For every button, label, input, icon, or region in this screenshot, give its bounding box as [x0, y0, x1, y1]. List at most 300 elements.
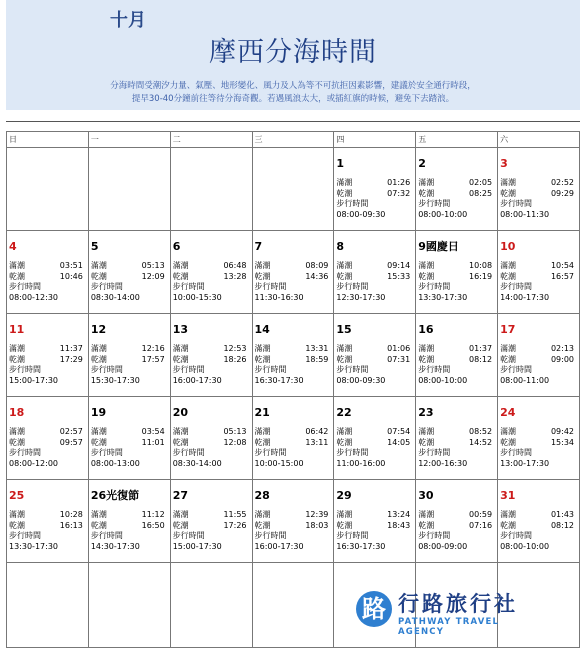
low-tide-time: 18:43 — [387, 520, 411, 530]
high-tide-time: 08:52 — [469, 427, 493, 436]
low-tide-time: 18:03 — [305, 520, 329, 530]
high-tide-label: 滿潮 — [418, 510, 435, 519]
empty-day-cell — [88, 563, 170, 648]
low-tide-time: 14:36 — [305, 271, 329, 281]
walk-time: 14:00-17:30 — [500, 292, 550, 302]
low-tide-time: 07:16 — [469, 520, 493, 530]
empty-day-cell — [7, 148, 89, 231]
day-number: 24 — [500, 406, 516, 419]
agency-name: 行路旅行社 — [398, 592, 518, 616]
high-tide-label: 滿潮 — [418, 427, 435, 436]
day-number: 10 — [500, 240, 516, 253]
day-cell-content — [336, 490, 412, 552]
high-tide-time: 02:52 — [550, 178, 574, 187]
high-tide-row — [418, 261, 494, 272]
low-tide-time: 12:09 — [141, 271, 165, 281]
agency-logo — [356, 591, 536, 637]
day-cell — [170, 314, 252, 397]
high-tide-row — [500, 261, 576, 272]
high-tide-label: 滿潮 — [172, 510, 189, 519]
walk-label: 步行時間 — [336, 282, 369, 291]
walk-label: 步行時間 — [9, 365, 41, 374]
day-cell-content — [173, 407, 249, 469]
calendar-week-row — [7, 148, 580, 231]
high-tide-label: 滿潮 — [418, 178, 435, 187]
low-tide-label: 乾潮 — [254, 520, 271, 530]
low-tide-label: 乾潮 — [90, 520, 107, 530]
high-tide-time: 03:54 — [141, 427, 165, 436]
high-tide-time: 09:14 — [387, 261, 411, 270]
walk-label: 步行時間 — [500, 282, 533, 291]
day-cell-content — [173, 324, 249, 386]
high-tide-row — [418, 344, 494, 355]
empty-day-cell — [252, 563, 334, 648]
walk-label: 步行時間 — [500, 531, 533, 540]
day-cell-content — [500, 490, 576, 552]
high-tide-label: 滿潮 — [336, 427, 353, 436]
low-tide-time: 17:26 — [223, 520, 247, 530]
high-tide-label: 滿潮 — [336, 510, 353, 519]
high-tide-label: 滿潮 — [90, 344, 107, 353]
high-tide-label: 滿潮 — [9, 344, 25, 353]
walk-time: 12:00-16:30 — [418, 458, 468, 468]
day-number: 13 — [172, 323, 188, 336]
high-tide-label: 滿潮 — [418, 261, 435, 270]
walk-label: 步行時間 — [172, 282, 205, 291]
high-tide-label: 滿潮 — [500, 261, 517, 270]
description-line-2: 提早30-40分鐘前往等待分海奇觀。若遇風浪太大，或插紅旗的時候，避免下去踏浪。 — [131, 94, 455, 104]
low-tide-row — [418, 521, 494, 532]
high-tide-label: 滿潮 — [336, 261, 353, 270]
low-tide-label: 乾潮 — [254, 437, 271, 447]
high-tide-row — [418, 510, 494, 521]
low-tide-label: 乾潮 — [418, 271, 435, 281]
high-tide-row — [91, 344, 167, 355]
low-tide-time: 07:31 — [387, 354, 411, 364]
low-tide-row — [9, 272, 85, 283]
day-number: 25 — [9, 489, 25, 502]
walk-label: 步行時間 — [172, 448, 205, 457]
walk-label: 步行時間 — [90, 531, 123, 540]
day-cell-content — [418, 241, 494, 303]
low-tide-time: 12:08 — [223, 437, 247, 447]
high-tide-row — [418, 178, 494, 189]
high-tide-label: 滿潮 — [90, 261, 107, 270]
month-label: 十月 — [110, 10, 146, 31]
walk-time: 08:00-13:00 — [90, 458, 140, 468]
high-tide-time: 13:24 — [387, 510, 411, 519]
low-tide-label: 乾潮 — [90, 437, 107, 447]
low-tide-label: 乾潮 — [9, 520, 25, 530]
high-tide-row — [9, 510, 85, 521]
calendar-week-row — [7, 231, 580, 314]
high-tide-row — [91, 510, 167, 521]
walk-label: 步行時間 — [418, 282, 451, 291]
day-cell-content — [500, 241, 576, 303]
high-tide-label: 滿潮 — [336, 344, 353, 353]
day-cell-content — [9, 241, 85, 303]
low-tide-time: 18:59 — [305, 354, 329, 364]
low-tide-row — [336, 438, 412, 449]
calendar-grid — [6, 131, 580, 648]
walk-time: 16:00-17:30 — [172, 375, 222, 385]
day-number: 2 — [418, 157, 426, 170]
day-cell — [334, 314, 416, 397]
day-cell — [416, 314, 498, 397]
day-number: 1 — [336, 157, 345, 170]
day-number: 26光復節 — [90, 489, 140, 502]
low-tide-label: 乾潮 — [9, 354, 25, 364]
high-tide-time: 11:37 — [59, 344, 83, 353]
high-tide-row — [9, 261, 85, 272]
low-tide-time: 17:29 — [59, 354, 83, 364]
agency-subtitle: PATHWAY TRAVEL AGENCY — [398, 617, 500, 637]
day-cell-content — [500, 407, 576, 469]
walk-label: 步行時間 — [500, 448, 533, 457]
walk-time: 14:30-17:30 — [90, 541, 140, 551]
high-tide-row — [255, 344, 331, 355]
high-tide-time: 12:16 — [141, 344, 165, 353]
day-number: 8 — [336, 240, 345, 253]
day-cell — [498, 148, 580, 231]
day-cell-content — [418, 324, 494, 386]
day-cell — [334, 231, 416, 314]
high-tide-label: 滿潮 — [500, 427, 517, 436]
day-cell — [170, 480, 252, 563]
low-tide-label: 乾潮 — [90, 354, 107, 364]
day-cell-content — [255, 490, 331, 552]
high-tide-label: 滿潮 — [172, 261, 189, 270]
walk-time: 08:00-11:30 — [500, 209, 550, 219]
day-number: 7 — [254, 240, 263, 253]
walk-label: 步行時間 — [418, 199, 451, 208]
day-number: 5 — [90, 240, 99, 253]
day-cell — [252, 231, 334, 314]
low-tide-row — [91, 272, 167, 283]
high-tide-time: 00:59 — [469, 510, 493, 519]
low-tide-label: 乾潮 — [500, 520, 517, 530]
empty-day-cell — [170, 148, 252, 231]
low-tide-label: 乾潮 — [418, 354, 435, 364]
high-tide-time: 06:48 — [223, 261, 247, 270]
day-cell-content — [91, 241, 167, 303]
low-tide-time: 16:50 — [141, 520, 165, 530]
walk-time: 08:30-14:00 — [172, 458, 222, 468]
calendar-body — [7, 148, 580, 648]
day-number: 28 — [254, 489, 270, 502]
high-tide-label: 滿潮 — [500, 178, 517, 187]
low-tide-label: 乾潮 — [9, 437, 25, 447]
high-tide-label: 滿潮 — [418, 344, 435, 353]
low-tide-time: 15:33 — [387, 271, 411, 281]
low-tide-label: 乾潮 — [500, 188, 517, 198]
day-cell — [252, 314, 334, 397]
low-tide-row — [336, 521, 412, 532]
high-tide-row — [255, 427, 331, 438]
low-tide-label: 乾潮 — [336, 271, 353, 281]
low-tide-row — [500, 272, 576, 283]
walk-time: 11:00-16:00 — [336, 458, 386, 468]
day-cell-content — [500, 158, 576, 220]
walk-time: 16:30-17:30 — [336, 541, 386, 551]
low-tide-row — [418, 189, 494, 200]
low-tide-row — [91, 521, 167, 532]
low-tide-label: 乾潮 — [172, 520, 189, 530]
day-cell-content — [91, 324, 167, 386]
day-cell — [88, 397, 170, 480]
day-cell-content — [336, 158, 412, 220]
walk-time: 10:00-15:00 — [254, 458, 304, 468]
high-tide-label: 滿潮 — [9, 510, 25, 519]
day-number: 27 — [172, 489, 188, 502]
road-logo-icon: 路 — [356, 591, 392, 627]
day-number: 17 — [500, 323, 516, 336]
high-tide-time: 10:28 — [59, 510, 83, 519]
walk-label: 步行時間 — [90, 282, 123, 291]
low-tide-time: 18:26 — [223, 354, 247, 364]
walk-label: 步行時間 — [336, 448, 369, 457]
walk-time: 13:00-17:30 — [500, 458, 550, 468]
day-number: 19 — [90, 406, 107, 419]
weekday-mon: 一 — [88, 132, 170, 148]
walk-time: 11:30-16:30 — [254, 292, 304, 302]
low-tide-label: 乾潮 — [336, 520, 353, 530]
high-tide-label: 滿潮 — [90, 427, 107, 436]
day-cell — [498, 314, 580, 397]
walk-label: 步行時間 — [336, 365, 369, 374]
high-tide-label: 滿潮 — [9, 427, 25, 436]
high-tide-time: 01:06 — [387, 344, 411, 353]
low-tide-row — [9, 438, 85, 449]
low-tide-label: 乾潮 — [418, 520, 435, 530]
low-tide-label: 乾潮 — [90, 271, 107, 281]
walk-time: 08:00-09:00 — [418, 541, 468, 551]
low-tide-label: 乾潮 — [172, 271, 189, 281]
description-line-1: 分海時間受潮汐力量、氣壓、地形變化、風力及人為等不可抗拒因素影響，建議於安全通行時段， — [110, 81, 476, 91]
weekday-sat: 六 — [498, 132, 580, 148]
high-tide-row — [173, 261, 249, 272]
walk-label: 步行時間 — [500, 365, 533, 374]
low-tide-time: 11:01 — [141, 437, 165, 447]
low-tide-label: 乾潮 — [336, 188, 353, 198]
walk-time: 15:00-17:30 — [9, 375, 58, 385]
walk-time: 16:30-17:30 — [254, 375, 304, 385]
day-cell — [416, 480, 498, 563]
high-tide-row — [418, 427, 494, 438]
high-tide-time: 01:37 — [469, 344, 493, 353]
high-tide-time: 11:12 — [141, 510, 165, 519]
low-tide-row — [500, 438, 576, 449]
low-tide-label: 乾潮 — [254, 271, 271, 281]
day-number: 16 — [418, 323, 434, 336]
high-tide-time: 13:31 — [305, 344, 329, 353]
high-tide-row — [173, 427, 249, 438]
empty-day-cell — [252, 148, 334, 231]
high-tide-time: 02:57 — [59, 427, 83, 436]
walk-label: 步行時間 — [254, 448, 287, 457]
divider — [6, 121, 580, 122]
day-cell — [252, 480, 334, 563]
walk-time: 12:30-17:30 — [336, 292, 386, 302]
low-tide-label: 乾潮 — [9, 271, 25, 281]
low-tide-time: 13:28 — [223, 271, 247, 281]
low-tide-row — [9, 355, 85, 366]
high-tide-time: 02:13 — [550, 344, 574, 353]
weekday-tue: 二 — [170, 132, 252, 148]
high-tide-label: 滿潮 — [254, 344, 271, 353]
day-number: 15 — [336, 323, 352, 336]
high-tide-label: 滿潮 — [172, 427, 189, 436]
low-tide-label: 乾潮 — [500, 271, 517, 281]
walk-time: 08:30-14:00 — [90, 292, 140, 302]
high-tide-label: 滿潮 — [172, 344, 189, 353]
page-title: 摩西分海時間 — [209, 37, 377, 68]
walk-time: 15:30-17:30 — [90, 375, 140, 385]
day-cell — [416, 397, 498, 480]
high-tide-label: 滿潮 — [500, 344, 517, 353]
high-tide-time: 05:13 — [141, 261, 165, 270]
walk-time: 10:00-15:30 — [172, 292, 222, 302]
low-tide-row — [91, 355, 167, 366]
low-tide-label: 乾潮 — [418, 188, 435, 198]
walk-time: 08:00-10:00 — [418, 375, 468, 385]
low-tide-row — [255, 355, 331, 366]
day-cell — [416, 231, 498, 314]
high-tide-time: 08:09 — [305, 261, 329, 270]
day-cell — [334, 148, 416, 231]
high-tide-time: 07:54 — [387, 427, 411, 436]
walk-label: 步行時間 — [500, 199, 533, 208]
low-tide-time: 08:12 — [469, 354, 493, 364]
day-cell — [7, 480, 89, 563]
day-cell — [498, 231, 580, 314]
low-tide-time: 14:52 — [469, 437, 493, 447]
high-tide-label: 滿潮 — [254, 427, 271, 436]
low-tide-row — [418, 272, 494, 283]
high-tide-row — [255, 510, 331, 521]
low-tide-time: 13:11 — [305, 437, 329, 447]
day-number: 3 — [500, 157, 508, 170]
day-cell — [416, 148, 498, 231]
weekday-fri: 五 — [416, 132, 498, 148]
day-cell — [170, 231, 252, 314]
walk-time: 08:00-09:30 — [336, 375, 386, 385]
day-cell — [498, 480, 580, 563]
empty-day-cell — [170, 563, 252, 648]
high-tide-time: 12:53 — [223, 344, 247, 353]
low-tide-row — [500, 355, 576, 366]
day-cell — [334, 397, 416, 480]
high-tide-time: 03:51 — [59, 261, 83, 270]
day-number: 6 — [172, 240, 181, 253]
walk-label: 步行時間 — [418, 365, 451, 374]
walk-label: 步行時間 — [254, 531, 287, 540]
walk-label: 步行時間 — [418, 531, 451, 540]
walk-time: 08:00-12:00 — [9, 458, 58, 468]
low-tide-time: 08:12 — [550, 520, 574, 530]
high-tide-label: 滿潮 — [254, 510, 271, 519]
high-tide-time: 05:13 — [223, 427, 247, 436]
empty-day-cell — [7, 563, 89, 648]
low-tide-label: 乾潮 — [336, 437, 353, 447]
high-tide-label: 滿潮 — [336, 178, 353, 187]
low-tide-time: 07:32 — [387, 188, 411, 198]
high-tide-row — [255, 261, 331, 272]
day-number: 29 — [336, 489, 352, 502]
walk-label: 步行時間 — [418, 448, 451, 457]
day-number: 23 — [418, 406, 434, 419]
high-tide-label: 滿潮 — [90, 510, 107, 519]
high-tide-row — [9, 427, 85, 438]
low-tide-time: 09:29 — [550, 188, 574, 198]
day-cell-content — [418, 407, 494, 469]
day-number: 22 — [336, 406, 352, 419]
low-tide-label: 乾潮 — [172, 437, 189, 447]
day-cell — [7, 314, 89, 397]
day-cell-content — [418, 158, 494, 220]
day-number: 4 — [9, 240, 17, 253]
high-tide-row — [91, 261, 167, 272]
low-tide-row — [173, 272, 249, 283]
calendar-week-row — [7, 480, 580, 563]
walk-label: 步行時間 — [9, 282, 41, 291]
day-cell — [88, 480, 170, 563]
high-tide-row — [173, 510, 249, 521]
high-tide-row — [173, 344, 249, 355]
calendar-week-row — [7, 314, 580, 397]
day-cell-content — [255, 324, 331, 386]
day-cell-content — [336, 241, 412, 303]
day-cell-content — [9, 324, 85, 386]
low-tide-label: 乾潮 — [172, 354, 189, 364]
low-tide-time: 10:46 — [59, 271, 83, 281]
walk-time: 08:00-11:00 — [500, 375, 550, 385]
low-tide-row — [336, 355, 412, 366]
low-tide-time: 14:05 — [387, 437, 411, 447]
walk-label: 步行時間 — [254, 282, 287, 291]
day-cell-content — [500, 324, 576, 386]
low-tide-time: 16:57 — [550, 271, 574, 281]
low-tide-time: 17:57 — [141, 354, 165, 364]
walk-time: 16:00-17:30 — [254, 541, 304, 551]
day-cell-content — [255, 241, 331, 303]
high-tide-time: 09:42 — [550, 427, 574, 436]
day-number: 30 — [418, 489, 434, 502]
empty-day-cell — [88, 148, 170, 231]
low-tide-row — [336, 189, 412, 200]
day-number: 31 — [500, 489, 516, 502]
walk-label: 步行時間 — [336, 531, 369, 540]
low-tide-label: 乾潮 — [336, 354, 353, 364]
walk-label: 步行時間 — [9, 531, 41, 540]
high-tide-row — [9, 344, 85, 355]
walk-label: 步行時間 — [90, 365, 123, 374]
walk-label: 步行時間 — [172, 531, 205, 540]
low-tide-row — [9, 521, 85, 532]
low-tide-label: 乾潮 — [418, 437, 435, 447]
low-tide-row — [255, 521, 331, 532]
low-tide-row — [255, 438, 331, 449]
high-tide-time: 11:55 — [223, 510, 247, 519]
high-tide-time: 06:42 — [305, 427, 329, 436]
day-number: 20 — [172, 406, 188, 419]
low-tide-row — [418, 355, 494, 366]
walk-time: 15:00-17:30 — [172, 541, 222, 551]
weekday-wed: 三 — [252, 132, 334, 148]
walk-label: 步行時間 — [254, 365, 287, 374]
high-tide-row — [500, 344, 576, 355]
low-tide-time: 15:34 — [550, 437, 574, 447]
